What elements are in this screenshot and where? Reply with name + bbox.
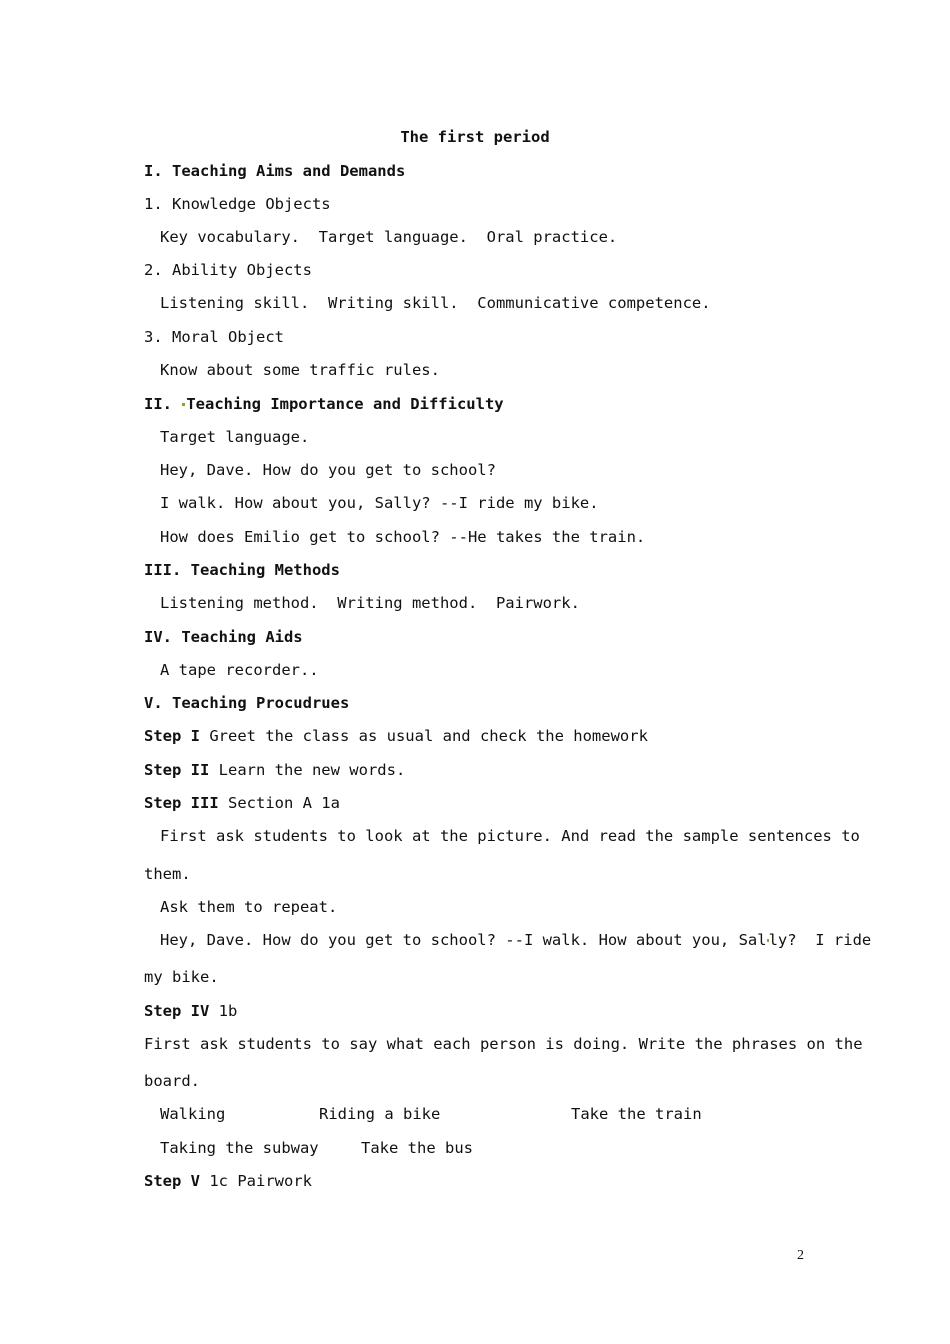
importance-line-4: How does Emilio get to school? --He takes the train. bbox=[160, 528, 646, 546]
step-3-line-5: my bike. bbox=[144, 968, 219, 986]
procedures-heading: V. Teaching Procudrues bbox=[144, 694, 350, 712]
step-4 bbox=[144, 1001, 237, 1021]
step-3-line-4 bbox=[160, 930, 871, 950]
importance-heading-title: Teaching Importance and Difficulty bbox=[186, 395, 504, 413]
step-3 bbox=[144, 793, 340, 813]
step-1 bbox=[144, 726, 648, 746]
step-2-text: Learn the new words. bbox=[209, 761, 406, 779]
phrase-item: Riding a bike bbox=[319, 1105, 441, 1123]
step-1-label: Step I bbox=[144, 727, 200, 745]
page-number: 2 bbox=[797, 1248, 804, 1263]
step-5-text: 1c Pairwork bbox=[200, 1172, 312, 1190]
methods-text: Listening method. Writing method. Pairwork. bbox=[160, 594, 580, 612]
step-3-label: Step III bbox=[144, 794, 219, 812]
step-3-line-1: First ask students to look at the picture. And read the sample sentences to bbox=[160, 827, 860, 845]
importance-heading bbox=[144, 394, 504, 414]
knowledge-heading: 1. Knowledge Objects bbox=[144, 195, 331, 213]
step-1-text: Greet the class as usual and check the homework bbox=[200, 727, 648, 745]
step-3-line-4-a: Hey, Dave. How do you get to school? --I walk. How about you, Sal bbox=[160, 931, 767, 949]
knowledge-text: Key vocabulary. Target language. Oral practice. bbox=[160, 228, 618, 246]
aims-heading: I. Teaching Aims and Demands bbox=[144, 162, 406, 180]
ability-text: Listening skill. Writing skill. Communicative competence. bbox=[160, 294, 711, 312]
moral-heading: 3. Moral Object bbox=[144, 328, 284, 346]
step-5-label: Step V bbox=[144, 1172, 200, 1190]
phrase-item: Taking the subway bbox=[160, 1139, 319, 1157]
step-4-line-1: First ask students to say what each person is doing. Write the phrases on the bbox=[144, 1035, 863, 1053]
importance-line-1: Target language. bbox=[160, 428, 310, 446]
phrase-item: Take the bus bbox=[361, 1139, 473, 1157]
step-3-line-4-b: ly? I ride bbox=[768, 931, 872, 949]
moral-text: Know about some traffic rules. bbox=[160, 361, 440, 379]
step-3-line-2: them. bbox=[144, 865, 191, 883]
methods-heading: III. Teaching Methods bbox=[144, 561, 340, 579]
importance-line-3: I walk. How about you, Sally? --I ride my bike. bbox=[160, 494, 599, 512]
step-4-line-2: board. bbox=[144, 1072, 200, 1090]
aids-heading: IV. Teaching Aids bbox=[144, 628, 303, 646]
aids-text: A tape recorder.. bbox=[160, 661, 319, 679]
step-5 bbox=[144, 1171, 312, 1191]
phrase-item: Take the train bbox=[571, 1105, 702, 1123]
step-3-line-3: Ask them to repeat. bbox=[160, 898, 338, 916]
step-2-label: Step II bbox=[144, 761, 210, 779]
step-3-text: Section A 1a bbox=[218, 794, 340, 812]
step-4-text: 1b bbox=[209, 1002, 238, 1020]
ability-heading: 2. Ability Objects bbox=[144, 261, 312, 279]
importance-heading-prefix: II. bbox=[144, 395, 182, 413]
step-2 bbox=[144, 760, 405, 780]
mark-dot-icon bbox=[182, 403, 185, 406]
step-4-label: Step IV bbox=[144, 1002, 210, 1020]
importance-line-2: Hey, Dave. How do you get to school? bbox=[160, 461, 496, 479]
phrase-item: Walking bbox=[160, 1105, 226, 1123]
page-title: The first period bbox=[400, 128, 550, 146]
